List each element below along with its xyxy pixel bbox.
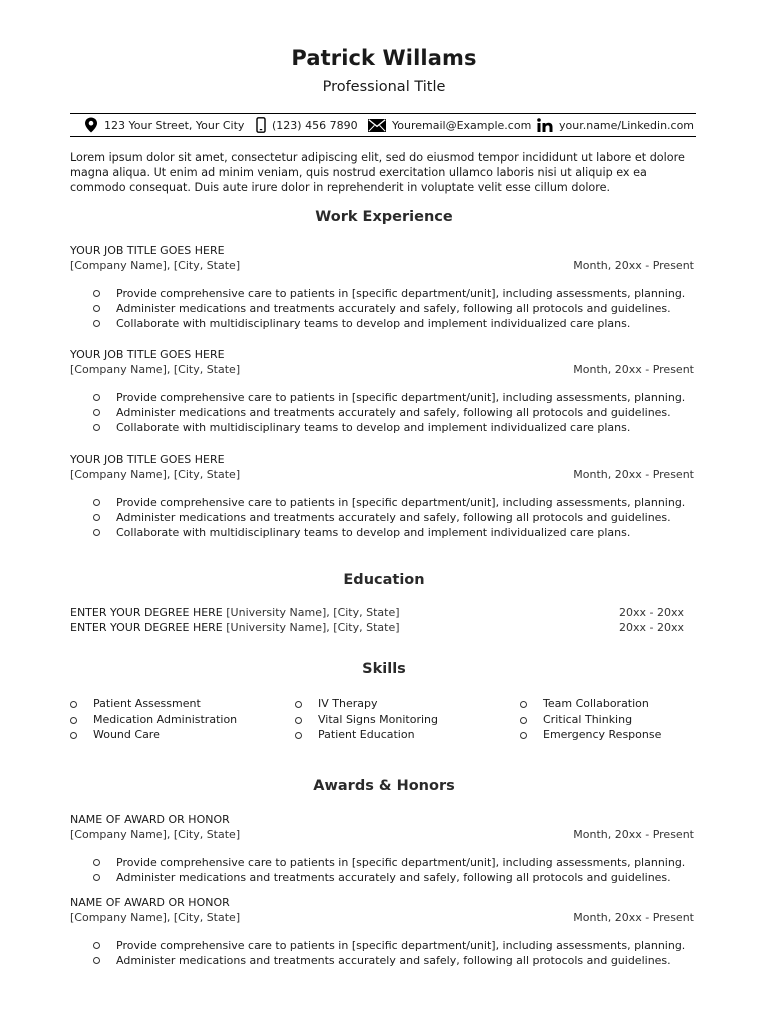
address-text: 123 Your Street, Your City bbox=[104, 118, 245, 132]
professional-title: Professional Title bbox=[322, 79, 446, 95]
phone-icon bbox=[256, 117, 266, 133]
education-date: 20xx - 20xx bbox=[619, 606, 684, 619]
job-bullet: Provide comprehensive care to patients in [specific department/unit], including assessments, planning. bbox=[70, 390, 696, 405]
job-bullets bbox=[70, 286, 696, 331]
award-date: Month, 20xx - Present bbox=[573, 911, 694, 924]
education-heading: Education bbox=[343, 572, 425, 588]
skill-item: Medication Administration bbox=[70, 712, 237, 728]
job-bullet: Provide comprehensive care to patients in [specific department/unit], including assessments, planning. bbox=[70, 286, 696, 301]
award-bullets bbox=[70, 938, 696, 968]
contact-bar bbox=[70, 113, 696, 137]
job-bullet: Administer medications and treatments accurately and safely, following all protocols and guidelines. bbox=[70, 301, 696, 316]
education-entry bbox=[70, 606, 696, 621]
job-date: Month, 20xx - Present bbox=[573, 468, 694, 481]
award-company: [Company Name], [City, State] bbox=[70, 911, 241, 924]
location-pin-icon bbox=[84, 117, 98, 133]
skill-item: Team Collaboration bbox=[520, 696, 661, 712]
job-bullet: Administer medications and treatments accurately and safely, following all protocols and guidelines. bbox=[70, 510, 696, 525]
skills-column bbox=[520, 696, 661, 743]
job-bullet: Collaborate with multidisciplinary teams to develop and implement individualized care plans. bbox=[70, 316, 696, 331]
job-bullet: Provide comprehensive care to patients in [specific department/unit], including assessments, planning. bbox=[70, 495, 696, 510]
job-bullet: Collaborate with multidisciplinary teams to develop and implement individualized care plans. bbox=[70, 525, 696, 540]
contact-phone bbox=[256, 114, 358, 136]
job-title: YOUR JOB TITLE GOES HERE bbox=[70, 244, 225, 257]
award-title: NAME OF AWARD OR HONOR bbox=[70, 813, 230, 826]
university-name: [University Name], [City, State] bbox=[226, 606, 400, 619]
job-bullets bbox=[70, 390, 696, 435]
award-bullet: Administer medications and treatments accurately and safely, following all protocols and guidelines. bbox=[70, 870, 696, 885]
linkedin-icon bbox=[537, 118, 553, 132]
job-bullet: Administer medications and treatments accurately and safely, following all protocols and guidelines. bbox=[70, 405, 696, 420]
award-bullet: Provide comprehensive care to patients in [specific department/unit], including assessments, planning. bbox=[70, 855, 696, 870]
job-title: YOUR JOB TITLE GOES HERE bbox=[70, 453, 225, 466]
award-company: [Company Name], [City, State] bbox=[70, 828, 241, 841]
profile-summary: Lorem ipsum dolor sit amet, consectetur adipiscing elit, sed do eiusmod tempor incididunt ut labore et dolore magna aliqua. Ut enim ad minim veniam, quis nostrud exercitation ullamco laboris nisi ut aliquip ex ea commodo consequat. Duis aute irure dolor in reprehenderit in voluptate velit esse cillum dolore. bbox=[70, 151, 685, 195]
job-bullets bbox=[70, 495, 696, 540]
job-title: YOUR JOB TITLE GOES HERE bbox=[70, 348, 225, 361]
work-experience-heading: Work Experience bbox=[315, 209, 453, 225]
degree-name: ENTER YOUR DEGREE HERE bbox=[70, 606, 223, 619]
job-date: Month, 20xx - Present bbox=[573, 363, 694, 376]
skill-item: Wound Care bbox=[70, 727, 237, 743]
job-company: [Company Name], [City, State] bbox=[70, 363, 241, 376]
education-degree-line bbox=[70, 606, 400, 619]
envelope-icon bbox=[368, 119, 386, 132]
award-bullets bbox=[70, 855, 696, 885]
candidate-name: Patrick Willams bbox=[291, 46, 477, 70]
job-company: [Company Name], [City, State] bbox=[70, 259, 241, 272]
contact-address bbox=[84, 114, 244, 136]
phone-text: (123) 456 7890 bbox=[272, 118, 358, 132]
email-text: Youremail@Example.com bbox=[392, 118, 532, 132]
education-degree-line bbox=[70, 621, 400, 634]
degree-name: ENTER YOUR DEGREE HERE bbox=[70, 621, 223, 634]
award-bullet: Provide comprehensive care to patients in [specific department/unit], including assessments, planning. bbox=[70, 938, 696, 953]
skill-item: Emergency Response bbox=[520, 727, 661, 743]
skills-column bbox=[70, 696, 237, 743]
awards-heading: Awards & Honors bbox=[313, 778, 455, 794]
skills-heading: Skills bbox=[362, 661, 406, 677]
job-company: [Company Name], [City, State] bbox=[70, 468, 241, 481]
award-date: Month, 20xx - Present bbox=[573, 828, 694, 841]
award-bullet: Administer medications and treatments accurately and safely, following all protocols and guidelines. bbox=[70, 953, 696, 968]
education-entry bbox=[70, 621, 696, 636]
skill-item: Patient Education bbox=[295, 727, 438, 743]
job-bullet: Collaborate with multidisciplinary teams to develop and implement individualized care plans. bbox=[70, 420, 696, 435]
linkedin-text: your.name/Linkedin.com bbox=[559, 118, 695, 132]
award-title: NAME OF AWARD OR HONOR bbox=[70, 896, 230, 909]
university-name: [University Name], [City, State] bbox=[226, 621, 400, 634]
job-date: Month, 20xx - Present bbox=[573, 259, 694, 272]
skill-item: Patient Assessment bbox=[70, 696, 237, 712]
skill-item: Critical Thinking bbox=[520, 712, 661, 728]
skill-item: Vital Signs Monitoring bbox=[295, 712, 438, 728]
contact-email[interactable] bbox=[368, 114, 531, 136]
skills-column bbox=[295, 696, 438, 743]
contact-linkedin[interactable] bbox=[537, 114, 694, 136]
education-date: 20xx - 20xx bbox=[619, 621, 684, 634]
skill-item: IV Therapy bbox=[295, 696, 438, 712]
